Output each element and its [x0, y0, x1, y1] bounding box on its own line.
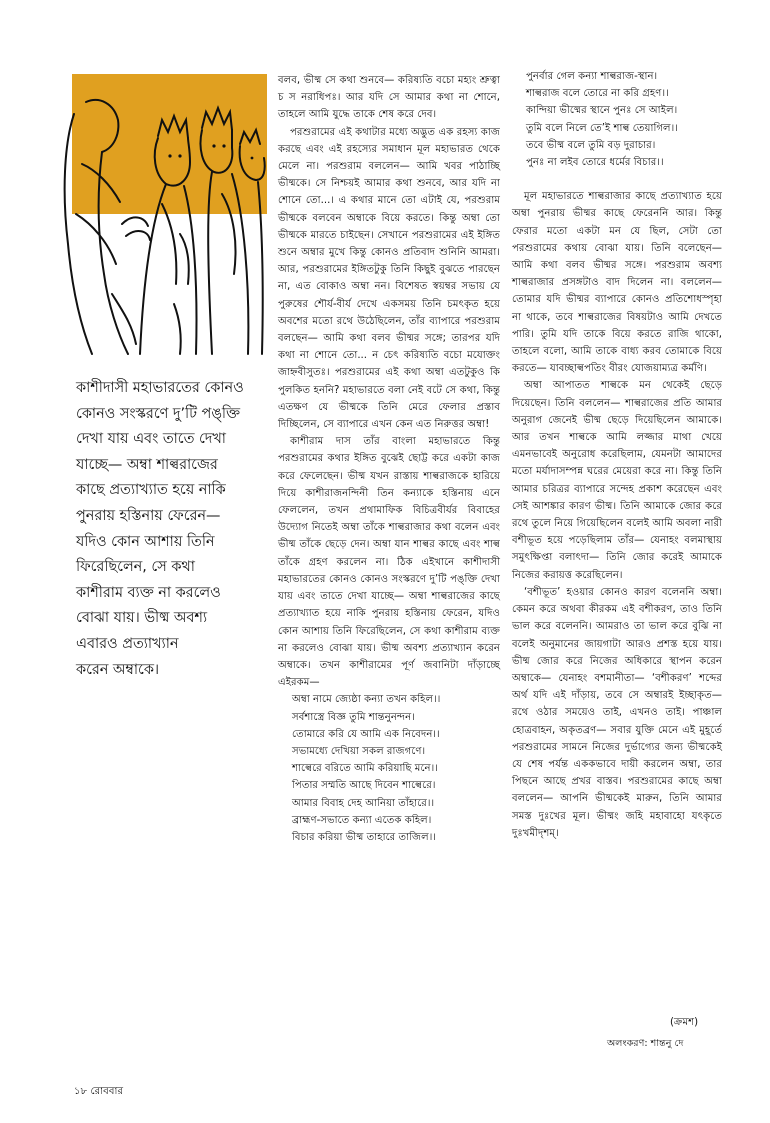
verse-block	[512, 68, 722, 171]
verse-line: শাল্বেরে বরিতে আমি করিয়াছি মনে।।	[292, 763, 438, 775]
paragraph: কাশীরাম দাস তাঁর বাংলা মহাভারতে কিন্তু পরশুরামের কথার ইঙ্গিত বুঝেই ছোট্ট করে একটা কাজ করে ফেলেছেন। ভীষ্ম যখন রাস্তায় শাল্বরাজকে হারিয়ে দিয়ে কাশীরাজনন্দিনী তিন কন্যাকে হস্তিনায় এনে ফেললেন, তখন প্রথামাফিক বিচিত্রবীর্যর বিবাহের উদ্যোগ নিতেই অম্বা তাঁকে শাল্বরাজার কথা বলেন এবং ভীষ্ম তাঁকে ছেড়ে দেন। অম্বা যান শাল্বর কাছে এবং শাল্ব তাঁকে গ্রহণ করলেন না। ঠিক এইখানে কাশীদাসী মহাভারতের কোনও কোনও সংস্করণে দু’টি পঙ্‌ক্তি দেখা যায় এবং তাতে দেখা যাচ্ছে— অম্বা শাল্বরাজের কাছে প্রত্যাখ্যাত হয়ে নাকি পুনরায় হস্তিনায় ফেরেন, যদিও কোন আশায় তিনি ফিরেছিলেন, সে কথা কাশীরাম ব্যক্ত না করলেও বোঝা যায়। ভীষ্ম অবশ্য প্রত্যাখ্যান করেন অম্বাকে। তখন কাশীরামের পূর্ণ জবানিটা দাঁড়াচ্ছে এইরকম—	[278, 436, 500, 689]
verse-line: আমার বিবাহ দেহ আনিয়া তাঁহারে।।	[292, 797, 435, 809]
verse-line: তবে ভীষ্ম বলে তুমি বড় দুরাচার।	[526, 139, 656, 151]
verse-line: সর্বশাস্ত্রে বিজ্ঞ তুমি শান্তনুনন্দন।	[292, 711, 415, 723]
paragraph: ‘বশীভূত’ হওয়ার কোনও কারণ বলেননি অম্বা। কেমন করে অথবা কীরকম এই বশীকরণ, তাও তিনি ভাল করে বলেননি। আমরাও তা ভাল করে বুঝি না বলেই অনুমানের জায়গাটা আরও প্রশস্ত হয়ে যায়। ভীষ্ম জোর করে নিজের অধিকারে স্থাপন করেন অম্বাকে— যেনাহং বশমানীতা— ‘বশীকরণ’ শব্দের অর্থ যদি এই দাঁড়ায়, তবে সে অম্বারই ইচ্ছাকৃত— রথে ওঠার সময়েও তাই, এখনও তাই। পাঞ্চাল হোত্রবাহন, অকৃতব্রণ— সবার যুক্তি মেনে এই মুহূর্তে পরশুরামের সামনে নিজের দুর্ভাগ্যের জন্য ভীষ্মকেই যে শেষ পর্যন্ত এককভাবে দায়ী করলেন অম্বা, তার পিছনে আছে প্রখর বাস্তব। পরশুরামের কাছে অম্বা বললেন— আপনি ভীষ্মকেই মারুন, তিনি আমার সমস্ত দুঃখের মূল। ভীষ্মং জহি মহাবাহো যৎকৃতে দুঃখমীদৃশম্।	[512, 586, 722, 839]
pull-quote-line: যদিও কোন আশায় তিনি	[76, 533, 215, 550]
paragraph: মূল মহাভারতে শাল্বরাজার কাছে প্রত্যাখ্যাত হয়ে অম্বা পুনরায় ভীষ্মর কাছে ফেরেননি আর। কিন্তু ফেরার মতো একটা মন যে ছিল, সেটা তো পরশুরামের কথায় বোঝা যায়। তিনি বলেছেন— আমি কথা বলব ভীষ্মর সঙ্গে। পরশুরাম অবশ্য শাল্বরাজার প্রসঙ্গটাও বাদ দিলেন না। বললেন— তোমার যদি ভীষ্মর ব্যাপারে কোনও প্রতিশোধস্পৃহা না থাকে, তবে শাল্বরাজের বিষয়টাও আমি দেখতে পারি। তুমি যদি তাকে বিয়ে করতে রাজি থাকো, তাহলে বলো, আমি তাকে বাধ্য করব তোমাকে বিয়ে করতে— যাবচ্ছাল্বপতিং বীরং যোজয়াম্যত্র কর্মণি।	[512, 191, 722, 375]
illustration-credit: অলংকরণ: শান্তনু দে	[607, 1038, 684, 1049]
pull-quote-line: দেখা যায় এবং তাতে দেখা	[76, 431, 226, 448]
to-be-continued: (ক্রমশ)	[670, 1017, 699, 1028]
page-folio: ১৮ রোববার	[74, 1086, 124, 1097]
verse-line: অম্বা নামে জ্যেষ্ঠা কন্যা তখন কহিল।।	[292, 694, 441, 706]
verse-line: সভামধ্যে দেখিয়া সকল রাজগণে।	[292, 745, 426, 757]
pull-quote-line: ফিরেছিলেন, সে কথা	[76, 559, 195, 576]
verse-line: বিচার করিয়া ভীষ্ম তাহারে তাজিল।।	[292, 831, 437, 843]
pull-quote-line: কোনও সংস্করণে দু’টি পঙ্‌ক্তি	[76, 405, 240, 422]
verse-line: পুনঃ না লইব তোরে ধর্মের বিচার।।	[526, 157, 664, 169]
verse-block	[278, 691, 500, 846]
pull-quote-line: এবারও প্রত্যাখ্যান	[76, 635, 179, 652]
pull-quote-line: যাচ্ছে— অম্বা শাল্বরাজের	[76, 456, 218, 473]
article-column-right	[512, 68, 722, 842]
paragraph: বলব, ভীষ্ম সে কথা শুনবে— করিষ্যতি বচো মহ্যং শ্রুত্বা চ স নরাধিপঃ। আর যদি সে আমার কথা না শোনে, তাহলে আমি যুদ্ধে তাকে শেষ করে দেব।	[278, 75, 500, 121]
pull-quote	[76, 376, 281, 683]
pull-quote-line: বোঝা যায়। ভীষ্ম অবশ্য	[76, 610, 208, 627]
pull-quote-line: কাছে প্রত্যাখ্যাত হয়ে নাকি	[76, 482, 226, 499]
pull-quote-line: করেন অম্বাকে।	[76, 661, 160, 678]
pull-quote-line: কাশীরাম ব্যক্ত না করলেও	[76, 584, 221, 601]
verse-line: ব্রাহ্মণ-সভাতে কন্যা এতেক কহিল।	[292, 814, 432, 826]
pull-quote-line: কাশীদাসী মহাভারতের কোনও	[76, 380, 244, 396]
verse-line: কান্দিয়া ভীষ্মের স্থানে পুনঃ সে আইল।	[526, 105, 678, 117]
pull-quote-line: পুনরায় হস্তিনায় ফেরেন—	[76, 507, 221, 524]
paragraph: অম্বা আপাতত শাল্বকে মন থেকেই ছেড়ে দিয়েছেন। তিনি বললেন— শাল্বরাজের প্রতি আমার অনুরাগ জেনেই ভীষ্ম ছেড়ে দিয়েছিলেন আমাকে। আর তখন শাল্বকে আমি লজ্জার মাথা খেয়ে এমনভাবেই অনুরোধ করেছিলাম, যেমনটা আমাদের মতো মর্যাদাসম্পন্ন ঘরের মেয়েরা করে না। কিন্তু তিনি আমার চরিত্রর ব্যাপারে সন্দেহ প্রকাশ করেছেন এবং সেই আশঙ্কার কারণ ভীষ্ম। তিনি আমাকে জোর করে রথে তুলে নিয়ে গিয়েছিলেন বলেই আমি অবলা নারী বশীভূত হয়ে পড়েছিলাম তাঁর— যেনাহং বলমাস্থায় সমুৎক্ষিপ্তা বলাৎদা— তিনি জোর করেই আমাকে নিজের করায়ত্ত করেছিলেন।	[512, 380, 722, 581]
illustration	[62, 74, 267, 356]
illustration-drawing	[62, 74, 267, 356]
verse-line: পিতার সম্মতি আছে দিবেন শাল্বেরে।	[292, 780, 436, 792]
article-column-middle	[278, 72, 500, 846]
verse-line: তুমি বলে নিলে তে’ই শাল্ব তেয়াগিল।।	[526, 122, 678, 134]
verse-line: শাল্বরাজ বলে তোরে না করি গ্রহণ।।	[526, 88, 669, 100]
paragraph: পরশুরামের এই কথাটার মধ্যে অদ্ভুত এক রহস্য কাজ করছে এবং এই রহস্যের সমাধান মূল মহাভারত থেকে মেলে না। পরশুরাম বললেন— আমি খবর পাঠাচ্ছি ভীষ্মকে। সে নিশ্চয়ই আমার কথা শুনবে, আর যদি না শোনে তো...। এ কথার মানে তো এটাই যে, পরশুরাম ভীষ্মকে বলবেন অম্বাকে বিয়ে করতে। কিন্তু অম্বা তো ভীষ্মকে মারতে চাইছেন। সেখানে পরশুরামের এই ইঙ্গিত শুনে অম্বার মুখে কিন্তু কোনও প্রতিবাদ শুনিনি আমরা। আর, পরশুরামের ইঙ্গিতটুকু তিনি কিছুই বুঝতে পারছেন না, এত বোকাও অম্বা নন। বিশেষত স্বয়ম্বর সভায় যে পুরুষের শৌর্য-বীর্য দেখে একসময় তিনি চমৎকৃত হয়ে অবশের মতো রথে উঠেছিলেন, তাঁর ব্যাপারে পরশুরাম বলছেন— আমি কথা বলব ভীষ্মর সঙ্গে; তারপর যদি কথা না শোনে তো... ন চেৎ করিষ্যতি বচো মযোক্তং জাহ্নবীসুতঃ। পরশুরামের এই কথা অম্বা এতটুকুও কি পুলকিত হননি? মহাভারতে বলা নেই বটে সে কথা, কিন্তু এতক্ষণ যে ভীষ্মকে তিনি মেরে ফেলার প্রস্তাব দিচ্ছিলেন, সে ব্যাপারে এখন কেন এত নিরুত্তর অম্বা!	[278, 126, 500, 431]
verse-line: পুনর্বার গেল কন্যা শাল্বরাজ-স্থান।	[526, 71, 658, 82]
verse-line: তোমারে করি যে আমি এক নিবেদন।।	[292, 728, 440, 740]
